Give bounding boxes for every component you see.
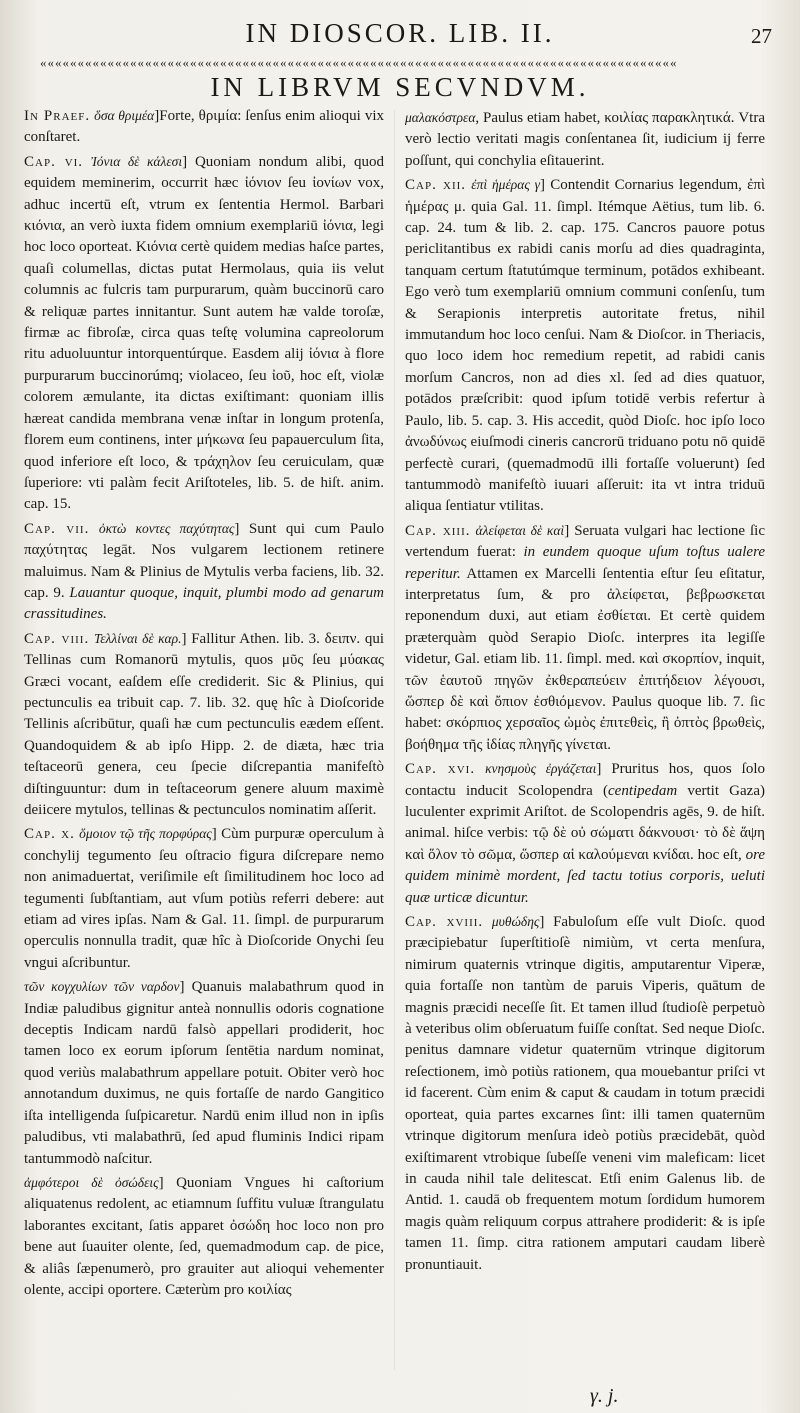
note-text: ] Quanuis malabathrum quod in Indiæ paludibus gignitur anteà nonnullis odoris cognatione deceptis Indicam nardū falsò appellari prodiderit, hoc tamen loco ex eorum ipſorum ſentētia nardum nominat, quod veriùs malabathrum appellare potuit. Obiter verò hoc annotandum duximus, ne quis fortaſſe de nardo Gangitico iſta intelligenda ſuſpicaretur. Nardū enim illud non in ipſis paludibus, vti malabathrū, ſed apud fluminis Indici ripam tantummodò naſcitur. <box>24 979 384 1167</box>
running-head: IN DIOSCOR. LIB. II. <box>245 18 555 48</box>
greek-lemma: ὅσα θριμέα <box>94 108 155 123</box>
note-text: , Paulus etiam habet, κοιλίας παρακλητικά. Vtra verò lectio veritati magis conſentanea ſit, iudicium ij ferre poſſunt, qui conchylia eſitauerint. <box>405 110 765 169</box>
greek-lemma: ὀκτὼ κοντες παχύτητας <box>98 520 235 536</box>
right-column <box>405 107 765 1377</box>
note-label: Cap. xviii. <box>405 914 484 931</box>
quotation: ore quidem minimè mordent, ſed tactu totius corporis, ueluti quæ urticæ dicuntur. <box>405 846 765 906</box>
quotation: Lauantur quoque, inquit, plumbi modo ad genarum crassitudines. <box>24 584 384 623</box>
column-gutter <box>394 110 395 1370</box>
note-cap-16 <box>405 758 765 909</box>
note-text: ]Forte, θριμία: ſenſus enim alioqui vix conſtaret. <box>24 108 384 146</box>
greek-lemma: ἀμφότεροι δὲ ὀσώδεις <box>24 1174 159 1190</box>
note-text: ] Fabuloſum eſſe vult Dioſc. quod præcipiebatur ſuperſtitioſè nimiùm, vt certa menſura, nimirum quaternis vtrinque digitis, amputarentur Viperæ, quia fortaſſe non tantùm de paruis Viperis, quātum de magnis præcidi neceſſe ſit. Et tamen illud ſtudioſè perpetuò à veteribus olim obſeruatum fuiſſe conſtat. Sed neque Dioſc. penitus damnare videtur quaternūm vtrinque digitorum reſectionem, imò potiùs rationem, qua mouebantur priſci vt id facerent. Cùm enim & caput & caudam in totum præcidi oporteat, quia partes excarnes ſint: illi tamen quaternūm vtrinque digitorum menſura ideò potiùs præcidebāt, quòd exiſtimarent vtrobique ſubeſſe veneni vim maleficam: licet in cauda nihil tale delitescat. Etſi enim Galenus lib. de Antid. 1. caudā ob frequentem motum ſordidum humorem magis quàm reliquum corpus attrahere prodiderit: & is ipſe tamen 11. ſimp. citra rationem amputari caudam liberè pronuntiauit. <box>405 914 765 1273</box>
note-text: vertit Gaza) luculenter exprimit Ariſtot. de Scolopendris agēs, 9. de hiſt. animal. hiſce verbis: τῷ δὲ οὐ σώματι δάκνουσι· τὸ δὲ ἅψη καὶ ὅλον τὸ σῶμα, ὥσπερ αἱ καλούμεναι κνίδαι. hoc eſt, <box>405 782 765 863</box>
note-text: ] Seruata vulgari hac lectione ſic vertendum fuerat: <box>405 522 765 561</box>
greek-lemma: Τελλίναι δὲ καρ. <box>93 630 182 646</box>
greek-lemma: ἀλείφεται δὲ καὶ <box>475 522 565 538</box>
note-text: ] Fallitur Athen. lib. 3. δειπν. qui Tellinas cum Romanorū mytulis, quos μῦς ſeu μύακας Græci vocant, eaſdem eſſe crediderit. Sic & Plinius, qui pectunculis ea tribuit cap. 7. lib. 32. quę hîc à Dioſcoride Tellinis aſcribūtur, quaſi hæ cum pectunculis eædem eſſent. Quandoquidem & ab ipſo Hipp. 2. de diæta, hæc tria teſtaceorū genera, ceu ſpecie diſcrepantia manifeſtò diſtinguuntur: dum in teſtaceorum genere aluum maximè deiicere mytulos, tellinas & pectunculos nominatim aſſerit. <box>24 630 384 818</box>
note-label: Cap. xii. <box>405 177 467 194</box>
note-label: Cap. xiii. <box>405 522 471 539</box>
note-label: Cap. x. <box>24 826 75 843</box>
greek-lemma: μαλακόστρεα <box>405 110 476 125</box>
note-text: ] Quoniam Vngues hi caſtorium aliquatenus redolent, ac etiamnum ſuffitu vuluæ ſtrangulatu laborantes excitant, ſatis apparet ὀσώδη hoc loco non pro bene aut ſuauiter olente, ſed, quemadmodum cap. de pice, & aliâs ſæpenumerò, pro grauiter aut alioqui vehementer olente, accipi oportere. Cæterùm pro κοιλίας <box>24 1174 384 1298</box>
note-text: ] Cùm purpuræ operculum à conchylij tegumento ſeu oſtracio figura diſcrepare nemo non animaduertat, veriſimile eſt ſimilitudinem hoc loco ad tegumenti ſubſtantiam, aut vſum potiùs referri debere: aut etiam ad vires ipſas. Nam & Gal. 11. ſimpl. de purpurarum operculis nonnulla tradit, quæ hîc à Dioſcoride Onychi ſeu vngui aſcribuntur. <box>24 826 384 971</box>
note-text: ] Sunt qui cum Paulo παχύτητας legāt. Nos vulgarem lectionem retinere maluimus. Nam & Plinius de Mytulis verba faciens, lib. 32. cap. 9. <box>24 520 384 601</box>
note-label: Cap. vi. <box>24 153 84 170</box>
greek-lemma: κνησμοὺς ἐργάζεται <box>485 761 597 777</box>
greek-lemma: ὅμοιον τῷ τῆς πορφύρας <box>79 826 212 842</box>
note-label: Cap. vii. <box>24 520 90 537</box>
greek-lemma: ἐπὶ ἡμέρας γ <box>471 177 540 193</box>
page-number: 27 <box>751 24 772 48</box>
ornament-rule: ««««««««««««««««««««««««««««««««««««««««««««««««««««««««««««««««««««««««««««««««««««« <box>40 56 678 70</box>
note-text: Attamen ex Marcelli ſententia eſtur ſeu eſitatur, interpretatus ſum, & pro ἀλείφεται, βεβρωσκεται reponendum duxi, aut etiam ἐσθίεται. Et certè quidem præterquàm quòd Serapio Dioſc. interpres ita legiſſe videtur, Gal. etiam lib. 11. ſimpl. med. καὶ σκορπίον, inquit, τῶν ἑαυτοῦ πηγῶν ἐκθεραπεύειν ἐπιτήδειον λέγουσι, ὥσπερ δὲ καὶ ὄπιον ἐσθιόμενον. Paulus quoque lib. 7. ſic habet: σκόρπιος χερσαῖος ὠμὸς ἐπιτεθεὶς, ἢ ὀπτὸς βρωθεὶς, βοήθημα τῆς ἰδίας πληγῆς γίνεται. <box>405 565 765 753</box>
note-text: ] Pruritus hos, quos ſolo contactu inducit Scolopendra ( <box>405 761 765 799</box>
note-praef <box>24 105 384 149</box>
note-cap-10 <box>24 823 384 974</box>
note-continuation <box>405 107 765 172</box>
note-cap-6 <box>24 151 384 516</box>
quotation: in eundem quoque uſum toſtus ualere reperitur. <box>405 544 765 582</box>
note-cap-7 <box>24 518 384 626</box>
signature-mark: γ. j. <box>590 1385 619 1407</box>
section-title: IN LIBRVM SECVNDVM. <box>210 72 590 102</box>
note-text: ] Contendit Cornarius legendum, ἐπὶ ἡμέρας μ. quia Gal. 11. ſimpl. Itémque Aëtius, tum lib. 6. cap. 24. tum & lib. 2. cap. 175. Cancros pauore potus periclitantibus ex rabidi canis morſu ad dies quadraginta, tanquam certum ſtatutúmque terminum, potādos exhibeant. Ego verò tum exemplariū omnium communi conſenſu, tum & Serapionis interpretis autoritate fretus, nihil immutandum hoc loco cenſui. Nam & Dioſcor. in Theriacis, quo loco idem hoc remedium repetit, ad rabidi canis morſum Cancros, non ad dies xl. ſed ad dies quatuor, potādos præſcribit: quod ipſum totidē verbis refertur à Paulo, lib. 5. cap. 3. His accedit, quòd Dioſc. hoc ipſo loco ἀνωδύνως eiuſmodi cineris cancrorū triduano potu nō quidē perfectè curari, (quemadmodū illi fortaſſe voluerunt) ſed tantummodò manifeſtò iuuari aſſeruit: ita vt intra triduū aliqua ſentiatur vtilitas. <box>405 177 765 515</box>
quotation: centipedam <box>608 782 678 799</box>
note-ungues <box>24 1172 384 1301</box>
note-cap-8 <box>24 628 384 822</box>
note-label: Cap. viii. <box>24 630 90 647</box>
note-cap-18 <box>405 911 765 1276</box>
note-nardus <box>24 976 384 1170</box>
greek-lemma: τῶν κογχυλίων τῶν ναρδον <box>24 979 180 995</box>
greek-lemma: μυθώδης <box>491 914 540 930</box>
note-cap-13 <box>405 520 765 756</box>
greek-lemma: Ἰόνια δὲ κάλεσι <box>90 153 183 169</box>
note-label: Cap. xvi. <box>405 761 476 778</box>
note-cap-12 <box>405 174 765 518</box>
left-column <box>24 105 384 1375</box>
note-label: In Praef. <box>24 108 91 124</box>
note-text: ] Quoniam nondum alibi, quod equidem meminerim, occurrit hæc ἰόνιον ſeu ἰονίων vox, adhuc incertū eſt, vtrum ex ſententia Hermol. Barbari κιόνια, an verò iuxta fidem omnium exemplariū ἰόνια, legi hoc loco oporteat. Κιόνια certè quidem medias haſce partes, quaſi columellas, dictas putat Hermolaus, quia iis velut columnis ac fulcris tam purpurarum, quàm buccinorū caro & reliquæ partes innitantur. Sunt autem hæ valde toroſæ, firmæ ac fibroſæ, circa quas teſtę volumina capreolorum ritu aduoluuntur intorquentúrque. Easdem alij ἰόνια à flore purpurarum buccinorúmq; violaceo, ſeu ἰοῦ, hoc eſt, violæ colorem æmulante, ita dictas exiſtimant: quoniam illis hæreat candida membrana venæ inſtar in longum protenſa, florem eum continens, inter μήκωνα ſeu papauerculum ſita, quod inferiore eſt loco, & τράχηλον ſeu ceruiculam, quæ ſuperiore: vti palàm fecit Ariſtoteles, lib. 5. de hiſt. anim. cap. 15. <box>24 153 384 513</box>
